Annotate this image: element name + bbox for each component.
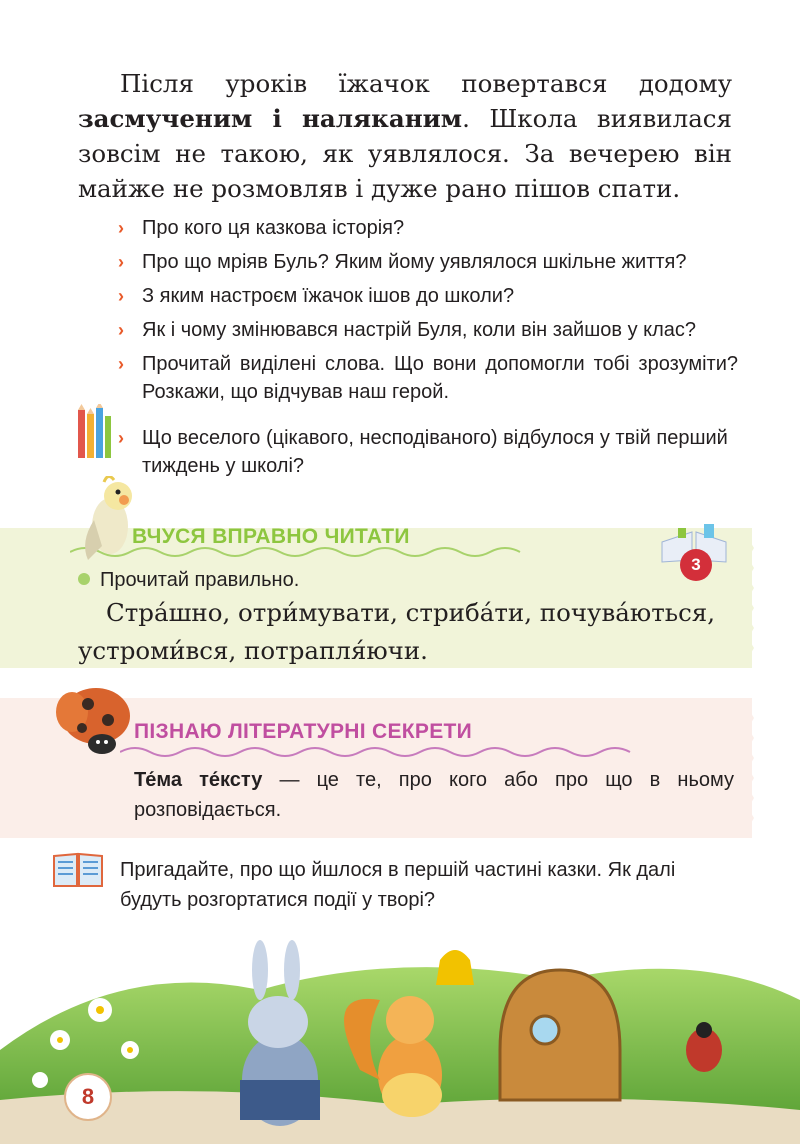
chevron-icon: › xyxy=(118,428,124,448)
highlighted-words: засмученим і наляканим xyxy=(78,104,463,133)
torn-edge xyxy=(740,528,764,668)
definition: Те́ма те́ксту — це те, про кого або про що в ньому розповідається. xyxy=(134,769,734,821)
question-last: › Що веселого (цікавого, несподіваного) відбулося у твій перший тиждень у школі? xyxy=(118,424,762,480)
term: Те́ма те́ксту xyxy=(134,769,263,791)
list-item: › Про що мріяв Буль? Яким йому уявлялося шкільне життя? xyxy=(118,248,738,276)
forest-scene-illustration xyxy=(0,930,800,1144)
torn-edge xyxy=(740,698,764,838)
list-item: › З яким настроєм їжачок ішов до школи? xyxy=(118,282,738,310)
paragraph-rest: . Школа виявилася зовсім не такою, як уявлялося. За вечерею він майже не розмовляв і дуже рано пішов спати. xyxy=(78,104,732,203)
exercise-badge: 3 xyxy=(680,549,712,581)
ladybug-illustration xyxy=(52,682,136,756)
words-line2: устроми́вся, потрапля́ючи. xyxy=(78,636,428,665)
wavy-line xyxy=(120,744,640,760)
list-item: › Прочитай виділені слова. Що вони допомогли тобі зрозуміти? Розкажи, що відчував наш герой. xyxy=(118,350,738,406)
bullet-icon xyxy=(78,573,90,585)
section-title: ВЧУСЯ ВПРАВНО ЧИТАТИ xyxy=(132,525,410,548)
chevron-icon: › xyxy=(118,286,124,306)
chevron-icon: › xyxy=(118,354,124,374)
parrot-illustration xyxy=(74,476,138,562)
page-number: 8 xyxy=(64,1073,112,1121)
section-title: ПІЗНАЮ ЛІТЕРАТУРНІ СЕКРЕТИ xyxy=(134,720,473,743)
list-item: › Як і чому змінювався настрій Буля, коли він зайшов у клас? xyxy=(118,316,738,344)
book-icon xyxy=(52,852,104,888)
instruction: Прочитай правильно. xyxy=(78,569,299,592)
paragraph-line1: Після уроків їжачок повертався додому xyxy=(120,69,732,98)
story-paragraph xyxy=(78,66,732,206)
list-item: › Про кого ця казкова історія? xyxy=(118,214,738,242)
question-list xyxy=(118,214,738,412)
pencils-icon xyxy=(76,404,112,460)
chevron-icon: › xyxy=(118,320,124,340)
words-line1: Стра́шно, отри́мувати, стриба́ти, почува́ються, xyxy=(106,598,716,627)
chevron-icon: › xyxy=(118,252,124,272)
chevron-icon: › xyxy=(118,218,124,238)
recall-text: Пригадайте, про що йшлося в першій частині казки. Як далі будуть розгортатися події у творі? xyxy=(120,859,676,911)
